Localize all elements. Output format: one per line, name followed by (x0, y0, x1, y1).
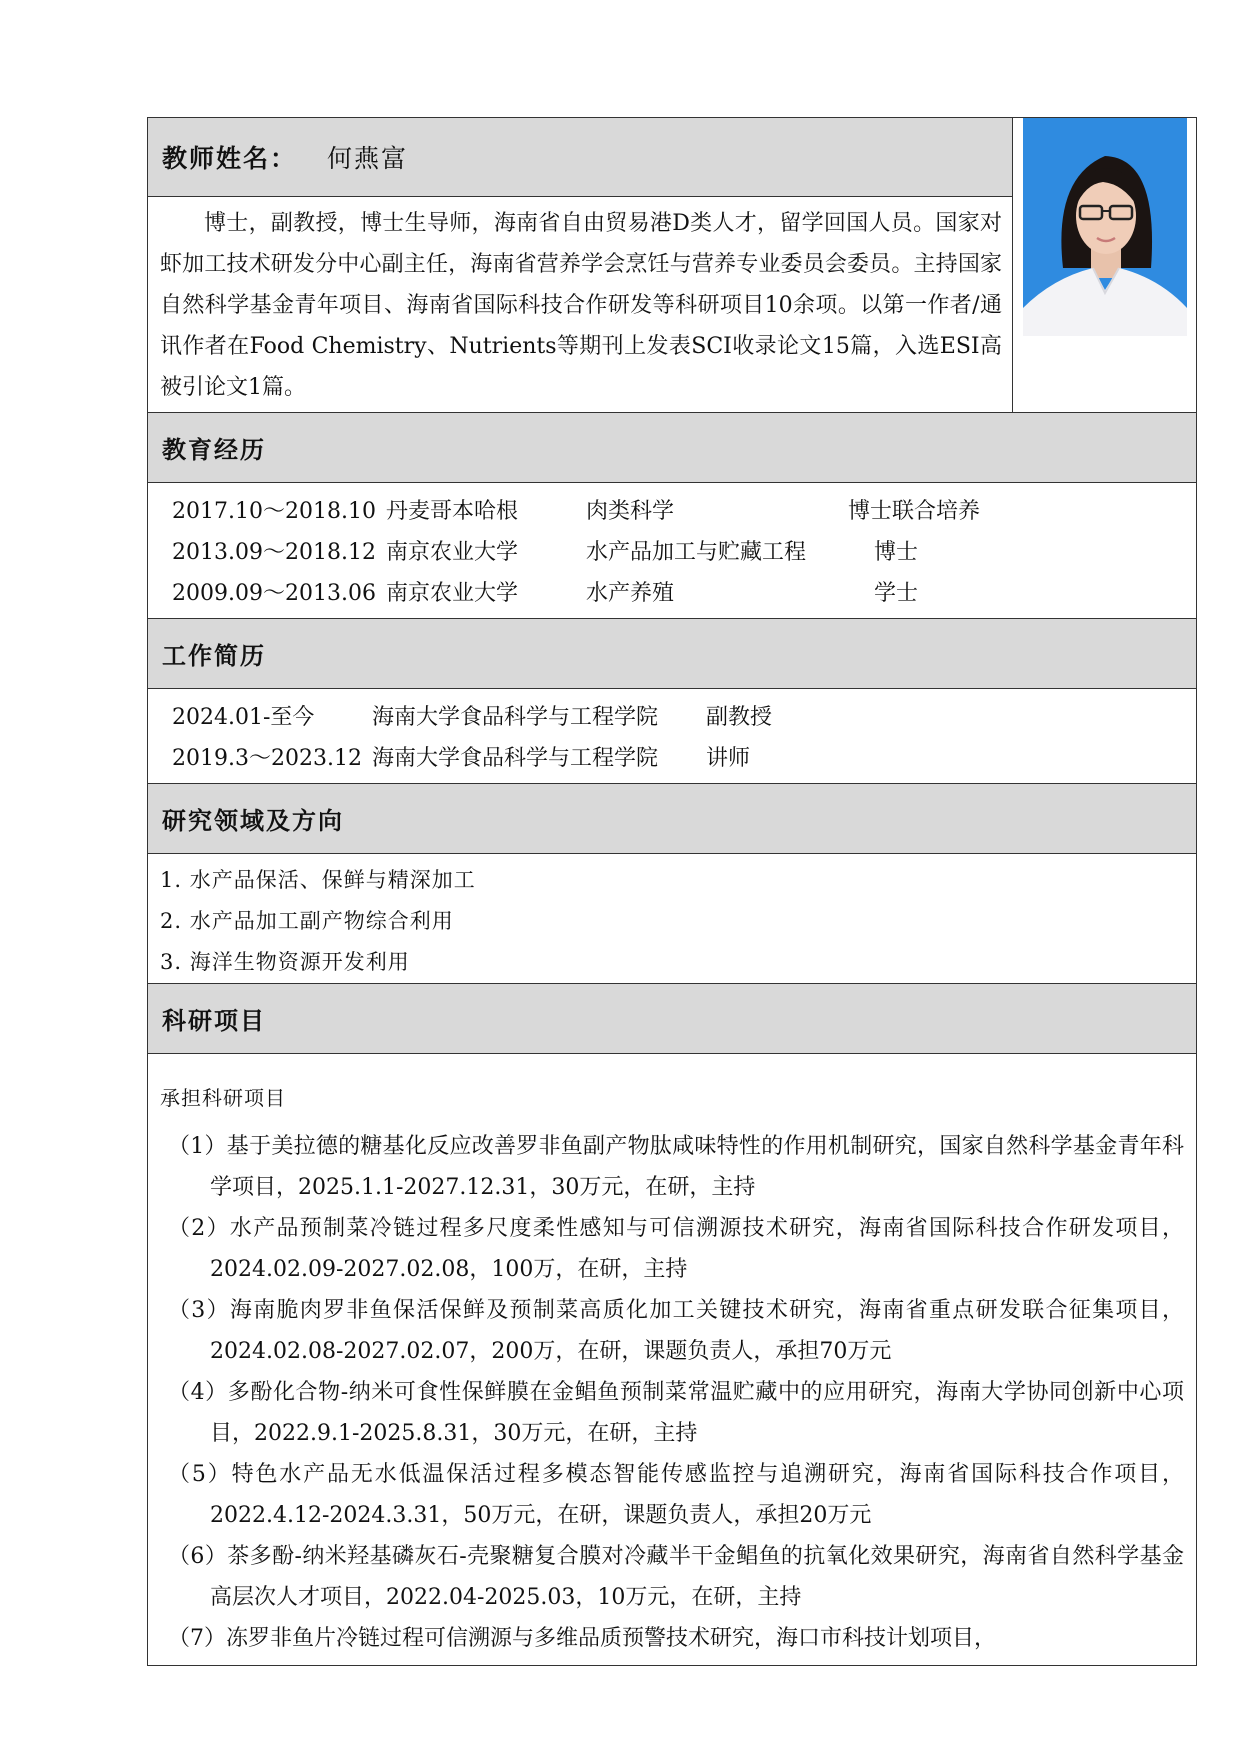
work-heading: 工作简历 (148, 619, 1196, 689)
edu-period: 2017.10～2018.10 (172, 499, 376, 524)
project-item: （4）多酚化合物-纳米可食性保鲜膜在金鲳鱼预制菜常温贮藏中的应用研究，海南大学协同创新中心项目，2022.9.1-2025.8.31，30万元，在研，主持 (168, 1380, 1184, 1446)
projects-list (148, 1054, 1196, 1665)
education-row (172, 571, 1196, 612)
research-list (148, 854, 1196, 984)
edu-major: 水产养殖 (586, 581, 675, 606)
edu-degree: 学士 (874, 581, 919, 606)
edu-degree: 博士联合培养 (848, 499, 981, 524)
edu-major: 水产品加工与贮藏工程 (586, 540, 807, 565)
projects-intro: 承担科研项目 (160, 1085, 286, 1110)
project-item: （5）特色水产品无水低温保活过程多模态智能传感监控与追溯研究，海南省国际科技合作项目，2022.4.12-2024.3.31，50万元，在研，课题负责人，承担20万元 (168, 1462, 1184, 1528)
work-org: 海南大学食品科学与工程学院 (372, 705, 659, 730)
name-row (148, 118, 1012, 197)
work-row (172, 695, 1196, 736)
edu-school: 南京农业大学 (386, 540, 519, 565)
edu-major: 肉类科学 (586, 499, 675, 524)
work-period: 2024.01-至今 (172, 705, 315, 730)
work-position: 讲师 (706, 746, 751, 771)
edu-school: 丹麦哥本哈根 (386, 499, 519, 524)
portrait-photo-icon (1023, 118, 1187, 336)
edu-period: 2009.09～2013.06 (172, 581, 376, 606)
work-list (148, 689, 1196, 784)
education-row (172, 530, 1196, 571)
research-item: 3. 海洋生物资源开发利用 (160, 949, 410, 974)
profile-text (148, 118, 1013, 412)
edu-period: 2013.09～2018.12 (172, 540, 376, 565)
work-org: 海南大学食品科学与工程学院 (372, 746, 659, 771)
project-item: （6）茶多酚-纳米羟基磷灰石-壳聚糖复合膜对冷藏半干金鲳鱼的抗氧化效果研究，海南省自然科学基金高层次人才项目，2022.04-2025.03，10万元，在研，主持 (168, 1544, 1184, 1610)
profile-header-block (148, 118, 1196, 413)
education-row (172, 489, 1196, 530)
research-item: 1. 水产品保活、保鲜与精深加工 (160, 867, 476, 892)
project-item: （7）冻罗非鱼片冷链过程可信溯源与多维品质预警技术研究，海口市科技计划项目， (168, 1626, 996, 1651)
edu-degree: 博士 (874, 540, 919, 565)
education-list (148, 483, 1196, 619)
research-heading: 研究领域及方向 (148, 784, 1196, 854)
projects-heading: 科研项目 (148, 984, 1196, 1054)
research-item: 2. 水产品加工副产物综合利用 (160, 908, 454, 933)
project-item: （2）水产品预制菜冷链过程多尺度柔性感知与可信溯源技术研究，海南省国际科技合作研发项目，2024.02.09-2027.02.08，100万，在研，主持 (168, 1216, 1184, 1282)
edu-school: 南京农业大学 (386, 581, 519, 606)
name-label: 教师姓名： (162, 144, 298, 173)
photo-cell (1013, 118, 1196, 412)
work-position: 副教授 (706, 705, 773, 730)
work-row (172, 736, 1196, 777)
profile-table (147, 117, 1197, 1666)
teacher-name: 何燕富 (327, 144, 409, 173)
work-period: 2019.3～2023.12 (172, 746, 362, 771)
project-item: （1）基于美拉德的糖基化反应改善罗非鱼副产物肽咸味特性的作用机制研究，国家自然科学基金青年科学项目，2025.1.1-2027.12.31，30万元，在研，主持 (168, 1134, 1184, 1200)
bio-text: 博士，副教授，博士生导师，海南省自由贸易港D类人才，留学回国人员。国家对虾加工技术研发分中心副主任，海南省营养学会烹饪与营养专业委员会委员。主持国家自然科学基金青年项目、海南省国际科技合作研发等科研项目10余项。以第一作者/通讯作者在Food Chemistry、Nutrients等期刊上发表SCI收录论文15篇，入选ESI高被引论文1篇。 (160, 211, 1002, 400)
project-item: （3）海南脆肉罗非鱼保活保鲜及预制菜高质化加工关键技术研究，海南省重点研发联合征集项目，2024.02.08-2027.02.07，200万，在研，课题负责人，承担70万元 (168, 1298, 1184, 1364)
education-heading: 教育经历 (148, 413, 1196, 483)
